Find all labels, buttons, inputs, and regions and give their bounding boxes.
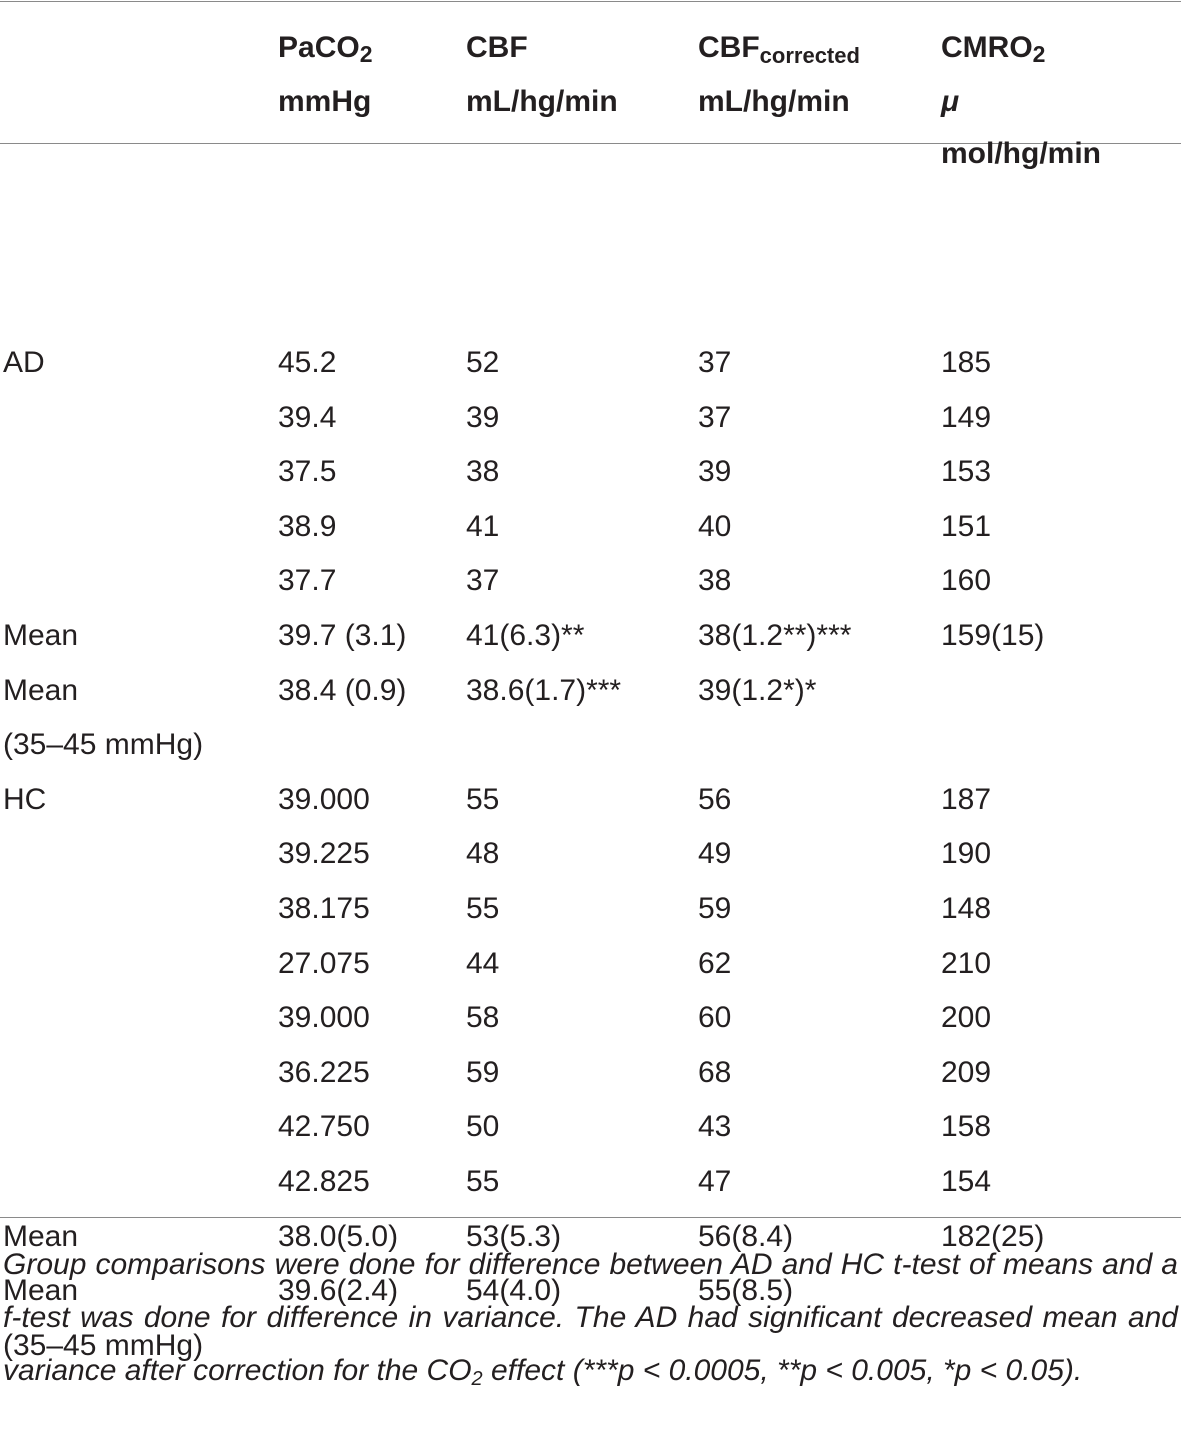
cell-paco2: 38.4 (0.9) — [278, 673, 407, 707]
cell-cbf-corrected: 62 — [698, 946, 732, 980]
header-cmro2-label: CMRO — [941, 31, 1033, 64]
cell-cbf-corrected: 37 — [698, 400, 732, 434]
cell-cbf-corrected: 39 — [698, 455, 732, 489]
header-row — [0, 0, 1181, 180]
header-cmro2-unit: mol/hg/min — [941, 137, 1101, 170]
cell-cbf-corrected: 43 — [698, 1110, 732, 1144]
row-group-text: HC — [3, 782, 47, 816]
row-group-range: (35–45 mmHg) — [3, 728, 204, 762]
table-row — [0, 1046, 1181, 1101]
row-group-label — [0, 445, 275, 500]
cell-cbf: 55 — [466, 891, 500, 925]
row-group-label — [0, 1100, 275, 1155]
cell-cbf-corrected: 56 — [698, 782, 732, 816]
cell-cmro2: 200 — [941, 1001, 992, 1035]
row-group-label — [0, 773, 275, 828]
cell-paco2: 42.750 — [278, 1110, 370, 1144]
row-group-label — [0, 827, 275, 882]
cell-paco2: 38.9 — [278, 509, 337, 543]
row-group-text: Mean — [3, 673, 79, 707]
table-row — [0, 445, 1181, 500]
footnote-text-2: effect (***p < 0.0005, **p < 0.005, *p < 0.05). — [482, 1354, 1083, 1387]
cell-cbf-corrected: 39(1.2*)* — [698, 673, 817, 707]
cell-cbf-corrected: 60 — [698, 1001, 732, 1035]
cell-paco2: 37.5 — [278, 455, 337, 489]
cell-cbf: 39 — [466, 400, 500, 434]
cell-cmro2 — [938, 664, 1181, 773]
table-row — [0, 500, 1181, 555]
cell-paco2: 38.175 — [278, 891, 370, 925]
cell-paco2: 39.225 — [278, 837, 370, 871]
cell-cbf: 55 — [466, 782, 500, 816]
row-group-label — [0, 1046, 275, 1101]
cell-cmro2: 149 — [941, 400, 992, 434]
cell-cbf-corrected: 56(8.4) — [698, 1219, 794, 1253]
cell-cmro2: 153 — [941, 455, 992, 489]
cell-cbf-corrected: 40 — [698, 509, 732, 543]
cell-cbf-corrected: 37 — [698, 346, 732, 379]
footnote-subscript: 2 — [471, 1368, 483, 1390]
cell-paco2: 27.075 — [278, 946, 370, 980]
cell-paco2: 39.7 (3.1) — [278, 618, 407, 652]
cell-cbf: 55 — [466, 1164, 500, 1198]
cell-cbf: 58 — [466, 1001, 500, 1035]
row-group-label — [0, 180, 275, 391]
row-group-label — [0, 391, 275, 446]
cell-cbf: 52 — [466, 346, 500, 379]
header-paco2-label: PaCO — [278, 31, 360, 64]
cell-cmro2: 148 — [941, 891, 992, 925]
cell-cbf: 54(4.0) — [466, 1274, 562, 1308]
cell-cmro2: 154 — [941, 1164, 992, 1198]
cell-cmro2: 187 — [941, 782, 992, 816]
row-group-text: Mean — [3, 1219, 79, 1253]
cell-paco2: 36.225 — [278, 1055, 370, 1089]
table-header — [0, 0, 1181, 180]
table-row — [0, 937, 1181, 992]
header-cmro2-sub: 2 — [1032, 41, 1046, 67]
cell-cbf: 48 — [466, 837, 500, 871]
cell-cbf-corrected: 55(8.5) — [698, 1274, 794, 1308]
header-cbf-corrected-sub: corrected — [759, 43, 860, 68]
table-row — [0, 609, 1181, 664]
cell-cbf-corrected: 49 — [698, 837, 732, 871]
cell-cbf: 37 — [466, 564, 500, 598]
cell-cmro2: 158 — [941, 1110, 992, 1144]
cell-cmro2: 182(25) — [941, 1219, 1045, 1253]
cell-cbf: 41(6.3)** — [466, 618, 585, 652]
header-cmro2-unit-prefix: μ — [941, 85, 960, 118]
header-cbf-label: CBF — [466, 31, 528, 64]
cell-paco2: 38.0(5.0) — [278, 1219, 399, 1253]
table-row — [0, 664, 1181, 773]
header-paco2-unit: mmHg — [278, 85, 372, 118]
cell-cbf-corrected: 38(1.2**)*** — [698, 618, 852, 652]
table-footnote — [3, 1238, 1178, 1397]
row-group-label — [0, 500, 275, 555]
cell-cmro2: 209 — [941, 1055, 992, 1089]
table-row — [0, 391, 1181, 446]
row-group-range: (35–45 mmHg) — [3, 1328, 204, 1362]
cell-paco2: 39.4 — [278, 400, 337, 434]
cell-paco2: 39.000 — [278, 782, 370, 816]
row-group-label — [0, 554, 275, 609]
table-row — [0, 882, 1181, 937]
footnote-text-1: Group comparisons were done for difference between AD and HC t-test of means and a f-test was done for difference in variance. The AD had significant decreased mean and variance after correction for the CO — [3, 1248, 1178, 1387]
table-row — [0, 554, 1181, 609]
cell-cbf: 53(5.3) — [466, 1219, 562, 1253]
row-group-text: Mean — [3, 1274, 79, 1308]
table-row — [0, 773, 1181, 828]
row-group-label — [0, 1155, 275, 1210]
header-paco2 — [275, 0, 463, 180]
cell-cmro2: 185 — [941, 346, 992, 379]
cell-cmro2: 160 — [941, 564, 992, 598]
cell-cbf-corrected: 59 — [698, 891, 732, 925]
table-row — [0, 180, 1181, 391]
cell-cbf: 38.6(1.7)*** — [466, 673, 622, 707]
cell-paco2: 45.2 — [278, 346, 337, 379]
header-cbf-corrected — [695, 0, 938, 180]
cell-cbf: 59 — [466, 1055, 500, 1089]
cell-cbf: 41 — [466, 509, 500, 543]
row-group-label — [0, 609, 275, 664]
row-group-label — [0, 991, 275, 1046]
header-paco2-sub: 2 — [359, 41, 373, 67]
header-cmro2 — [938, 0, 1181, 180]
cell-cmro2: 151 — [941, 509, 992, 543]
cell-paco2: 37.7 — [278, 564, 337, 598]
cell-paco2: 39.000 — [278, 1001, 370, 1035]
cell-cmro2: 190 — [941, 837, 992, 871]
table-row — [0, 1100, 1181, 1155]
cell-cmro2: 210 — [941, 946, 992, 980]
header-cbf-unit: mL/hg/min — [466, 85, 618, 118]
cell-cbf-corrected: 38 — [698, 564, 732, 598]
row-group-text: Mean — [3, 618, 79, 652]
row-group-label — [0, 937, 275, 992]
table-row — [0, 1155, 1181, 1210]
cell-paco2: 42.825 — [278, 1164, 370, 1198]
table-row — [0, 827, 1181, 882]
header-cbf-corrected-label: CBF — [698, 31, 760, 64]
row-group-label — [0, 664, 275, 773]
cell-cmro2: 159(15) — [941, 618, 1045, 652]
cell-cbf: 38 — [466, 455, 500, 489]
cell-cbf-corrected: 68 — [698, 1055, 732, 1089]
table-body — [0, 180, 1181, 1373]
row-group-text: AD — [3, 346, 45, 379]
cell-cbf: 50 — [466, 1110, 500, 1144]
cell-cbf-corrected: 47 — [698, 1164, 732, 1198]
table-row — [0, 991, 1181, 1046]
cell-cbf: 44 — [466, 946, 500, 980]
row-group-label — [0, 882, 275, 937]
cell-paco2: 39.6(2.4) — [278, 1274, 399, 1308]
header-cbf — [463, 0, 695, 180]
header-cbf-corrected-unit: mL/hg/min — [698, 85, 850, 118]
header-group — [0, 0, 275, 180]
